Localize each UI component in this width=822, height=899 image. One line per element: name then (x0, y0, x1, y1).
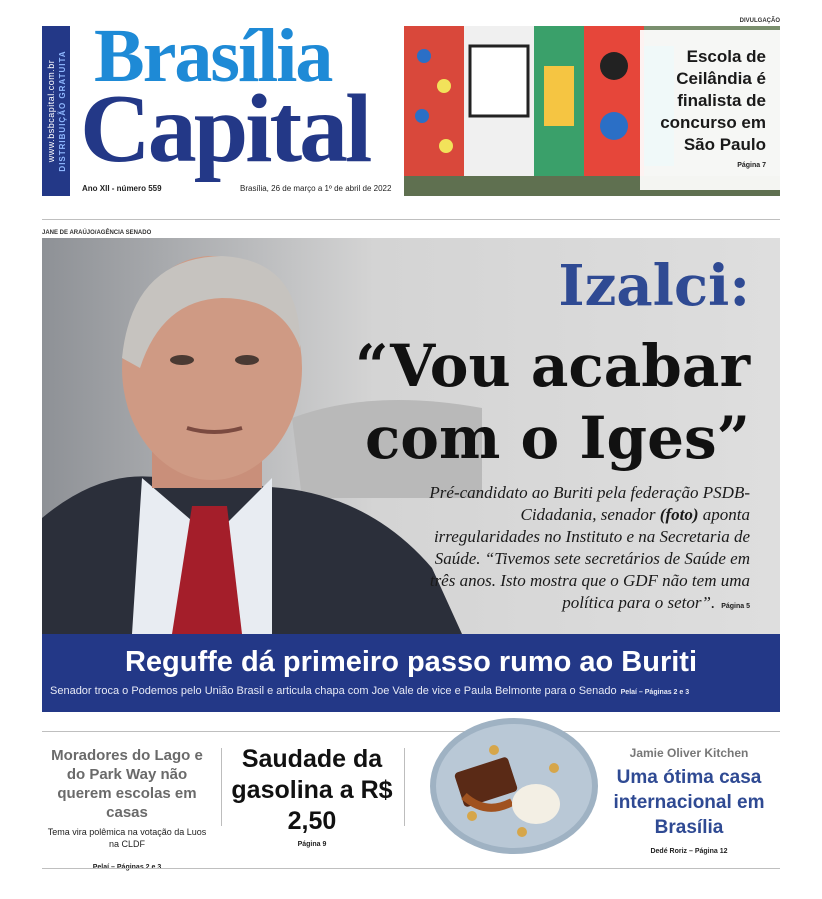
issue-date: Brasília, 26 de março a 1º de abril de 2022 (240, 184, 392, 193)
story-jamie-oliver[interactable] (604, 746, 774, 855)
banner-subtitle-text: Senador troca o Podemos pelo União Brasil e articula chapa com Joe Vale de vice e Paula Belmonte para o Senado (50, 685, 617, 697)
banner-title: Reguffe dá primeiro passo rumo ao Buriti (124, 646, 698, 678)
gasolina-page-ref: Página 9 (297, 841, 327, 848)
story-gasolina[interactable] (228, 744, 396, 848)
promo-text-box (640, 30, 780, 190)
divider (42, 868, 780, 869)
promo-page-ref: Página 7 (737, 162, 766, 169)
main-deck (420, 482, 750, 618)
food-kicker: Jamie Oliver Kitchen (629, 746, 749, 760)
lago-subtitle: Tema vira polêmica na votação da Luos na CLDF (47, 827, 207, 849)
food-title: Uma ótima casa internacional em Brasília (613, 767, 765, 838)
side-strip (42, 26, 70, 196)
divider (42, 731, 780, 732)
edition-number: Ano XII - número 559 (82, 184, 162, 193)
main-page-ref: Página 5 (721, 603, 750, 610)
main-photo-credit: JANE DE ARAÚJO/AGÊNCIA SENADO (42, 230, 152, 236)
deck-photo-ref: (foto) (659, 505, 699, 524)
story-lago[interactable] (42, 746, 212, 871)
gasolina-title: Saudade da gasolina a R$ 2,50 (231, 745, 393, 835)
headline-quote: “Vou acabar com o Iges” (355, 332, 750, 472)
promo-school[interactable] (404, 26, 780, 196)
promo-photo-credit: DIVULGAÇÃO (739, 18, 780, 24)
deck-text-2: aponta irregularidades no Instituto e na Secretaria de Saúde. “Tivemos sete secretários de Saúde em três anos. Isto mostra que o GDF não tem uma política para o setor”. (429, 505, 750, 612)
food-page-ref: Dedé Roriz – Página 12 (650, 848, 728, 855)
deck-text-1: Pré-candidato ao Buriti pela federação PSDB-Cidadania, senador (429, 483, 750, 524)
logo-brasilia: Brasília (94, 14, 332, 98)
website-url: www.bsbcapital.com.br (46, 59, 56, 163)
main-story[interactable] (42, 238, 780, 634)
column-divider (221, 748, 222, 826)
dessert-photo (424, 716, 604, 856)
promo-title: Escola de Ceilândia é finalista de concurso em São Paulo (660, 47, 766, 154)
column-divider (404, 748, 405, 826)
banner-subtitle (50, 684, 689, 700)
banner-page-ref: Pelaí – Páginas 2 e 3 (620, 689, 690, 696)
logo-capital: Capital (80, 75, 370, 183)
lago-title: Moradores do Lago e do Park Way não querem escolas em casas (51, 747, 203, 821)
headline-name: Izalci: (558, 253, 750, 319)
reguffe-banner[interactable] (42, 634, 780, 712)
distribution-label: DISTRIBUIÇÃO GRATUITA (58, 50, 67, 172)
divider (42, 219, 780, 220)
